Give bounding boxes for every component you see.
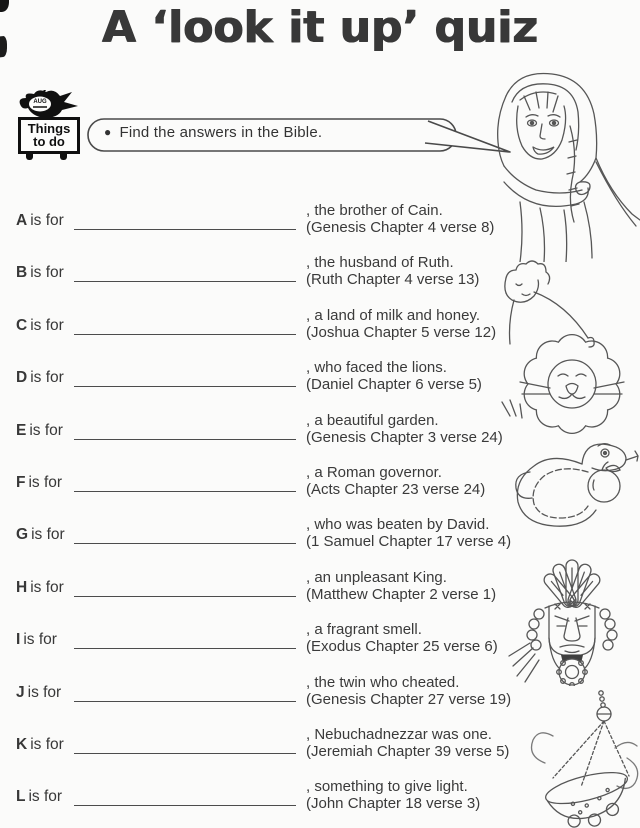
quiz-letter: K <box>16 736 28 753</box>
clue-text: , the brother of Cain. <box>306 202 443 219</box>
answer-blank <box>74 263 296 282</box>
badge-line1: Things <box>27 121 71 136</box>
quiz-letter-label <box>16 684 61 702</box>
page-title: A ‘look it up’ quiz <box>101 2 538 53</box>
quiz-label-suffix: is for <box>28 788 63 805</box>
quiz-row-k <box>0 727 570 779</box>
clue-text: , the husband of Ruth. <box>306 254 454 271</box>
quiz-letter-label <box>16 422 63 440</box>
quiz-label-suffix: is for <box>30 369 64 386</box>
svg-text:AUG: AUG <box>33 99 47 105</box>
quiz-label-suffix: is for <box>30 212 64 229</box>
clue-text: , Nebuchadnezzar was one. <box>306 726 492 743</box>
quiz-row-f <box>0 465 570 517</box>
clue-text: , a land of milk and honey. <box>306 307 480 324</box>
quiz-label-suffix: is for <box>30 264 64 281</box>
clue-text: , a fragrant smell. <box>306 621 422 638</box>
quiz-letter: B <box>16 264 28 281</box>
clue-block <box>306 779 566 813</box>
quiz-letter: L <box>16 788 26 805</box>
clue-block <box>306 727 566 761</box>
quiz-label-suffix: is for <box>27 684 62 701</box>
bird-calendar-icon <box>14 90 90 120</box>
quiz-letter-label <box>16 369 64 387</box>
quiz-letter-label <box>16 212 64 230</box>
answer-blank <box>74 525 296 544</box>
quiz-letter-label <box>16 788 62 806</box>
quiz-row-e <box>0 413 570 465</box>
clue-text: , something to give light. <box>306 778 468 795</box>
answer-blank <box>74 421 296 440</box>
bible-reference: (Joshua Chapter 5 verse 12) <box>306 323 497 341</box>
clue-block <box>306 465 566 499</box>
quiz-row-j <box>0 675 570 727</box>
quiz-row-a <box>0 203 570 255</box>
quiz-label-suffix: is for <box>30 579 64 596</box>
bible-reference: (Ruth Chapter 4 verse 13) <box>306 270 480 288</box>
clue-text: , who faced the lions. <box>306 359 447 376</box>
quiz-letter-label <box>16 474 62 492</box>
bible-reference: (Matthew Chapter 2 verse 1) <box>306 585 497 603</box>
quiz-row-d <box>0 360 570 412</box>
answer-blank <box>74 316 296 335</box>
things-to-do-label <box>18 117 80 154</box>
quiz-letter: C <box>16 317 28 334</box>
quiz-letter: E <box>16 422 27 439</box>
badge-line2: to do <box>33 134 65 149</box>
instruction-text: ● Find the answers in the Bible. <box>104 124 323 141</box>
quiz-label-suffix: is for <box>29 422 63 439</box>
quiz-letter-label <box>16 579 64 597</box>
clue-block <box>306 255 566 289</box>
badge-foot <box>26 152 33 160</box>
clue-block <box>306 517 566 551</box>
quiz-letter: G <box>16 526 29 543</box>
quiz-label-suffix: is for <box>30 736 64 753</box>
quiz-row-b <box>0 255 570 307</box>
answer-blank <box>74 630 296 649</box>
clue-text: , who was beaten by David. <box>306 516 490 533</box>
quiz-label-suffix: is for <box>28 474 63 491</box>
quiz-letter-label <box>16 526 65 544</box>
clue-block <box>306 413 566 447</box>
quiz-letter: H <box>16 579 28 596</box>
quiz-letter-label <box>16 631 57 649</box>
bible-reference: (Genesis Chapter 3 verse 24) <box>306 428 503 446</box>
answer-blank <box>74 787 296 806</box>
quiz-letter: A <box>16 212 28 229</box>
quiz-row-g <box>0 517 570 569</box>
quiz-row-l <box>0 779 570 828</box>
quiz-label-suffix: is for <box>31 526 65 543</box>
bible-reference: (John Chapter 18 verse 3) <box>306 794 481 812</box>
bible-reference: (Genesis Chapter 4 verse 8) <box>306 218 495 236</box>
bible-reference: (Acts Chapter 23 verse 24) <box>306 480 486 498</box>
quiz-letter-label <box>16 264 64 282</box>
quiz-letter: J <box>16 684 25 701</box>
bible-reference: (Exodus Chapter 25 verse 6) <box>306 637 498 655</box>
quiz-letter-label <box>16 317 64 335</box>
bible-reference: (1 Samuel Chapter 17 verse 4) <box>306 532 512 550</box>
answer-blank <box>74 211 296 230</box>
quiz-row-h <box>0 570 570 622</box>
clue-block <box>306 360 566 394</box>
quiz-row-c <box>0 308 570 360</box>
answer-blank <box>74 368 296 387</box>
bullet-icon: ● <box>104 125 112 139</box>
quiz-row-i <box>0 622 570 674</box>
quiz-label-suffix: is for <box>30 317 64 334</box>
things-to-do-badge <box>14 90 90 168</box>
bible-reference: (Jeremiah Chapter 39 verse 5) <box>306 742 510 760</box>
clue-block <box>306 570 566 604</box>
clue-block <box>306 622 566 656</box>
clue-text: , an unpleasant King. <box>306 569 447 586</box>
clue-text: , the twin who cheated. <box>306 674 460 691</box>
clue-text: , a Roman governor. <box>306 464 442 481</box>
answer-blank <box>74 735 296 754</box>
clue-text: , a beautiful garden. <box>306 412 439 429</box>
answer-blank <box>74 578 296 597</box>
quiz-letter: I <box>16 631 21 648</box>
bible-reference: (Genesis Chapter 27 verse 19) <box>306 690 512 708</box>
bible-reference: (Daniel Chapter 6 verse 5) <box>306 375 482 393</box>
quiz-letter: D <box>16 369 28 386</box>
quiz-label-suffix: is for <box>23 631 57 648</box>
badge-foot <box>60 152 67 160</box>
answer-blank <box>74 473 296 492</box>
clue-block <box>306 308 566 342</box>
clue-block <box>306 203 566 237</box>
quiz-letter: F <box>16 474 26 491</box>
clue-block <box>306 675 566 709</box>
quiz-letter-label <box>16 736 64 754</box>
answer-blank <box>74 683 296 702</box>
